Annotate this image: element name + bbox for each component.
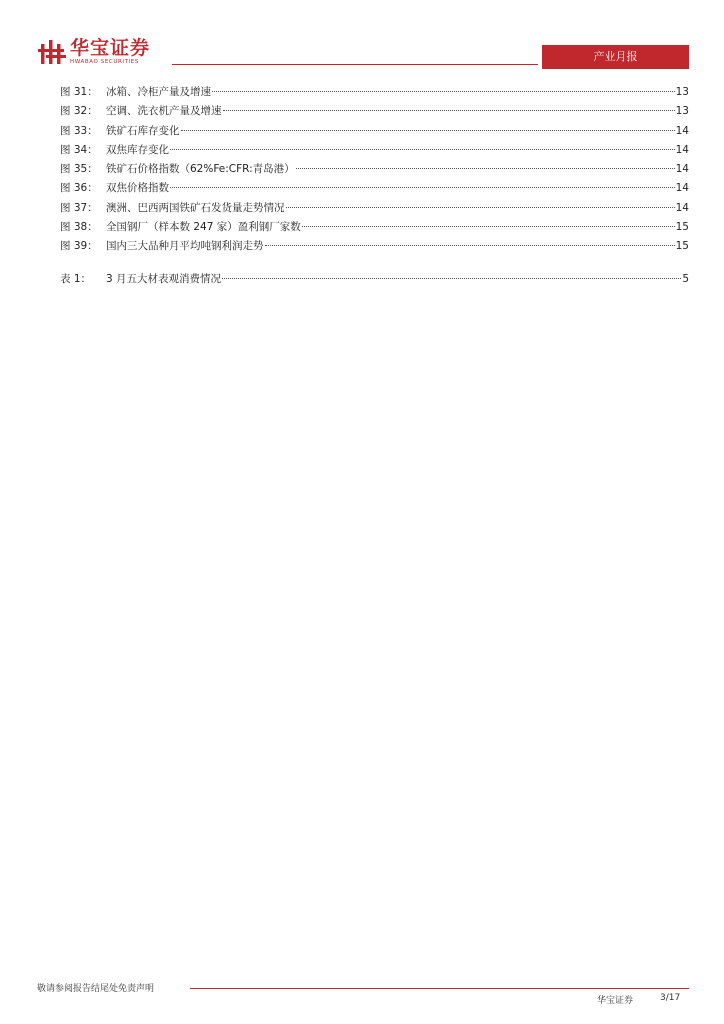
toc-entry-title: 空调、洗衣机产量及增速 xyxy=(106,105,222,118)
toc-entry-title: 3 月五大材表观消费情况 xyxy=(106,272,222,285)
toc-figure-entry[interactable] xyxy=(60,102,689,121)
toc-figure-entry[interactable] xyxy=(60,179,689,198)
toc-dot-leader xyxy=(223,110,675,111)
toc-entry-title: 国内三大品种月平均吨钢利润走势 xyxy=(106,240,264,253)
toc-dot-leader xyxy=(286,207,675,208)
report-type-tag: 产业月报 xyxy=(542,45,689,69)
hwabao-logo-icon xyxy=(38,38,66,66)
toc-entry-page: 13 xyxy=(675,86,689,98)
header-divider xyxy=(172,64,538,65)
toc-entry-label: 图 33： xyxy=(60,124,98,137)
toc-section-gap xyxy=(60,257,689,270)
toc-entry-page: 14 xyxy=(675,143,689,156)
toc-entry-label: 表 1： xyxy=(60,272,92,285)
toc-figure-entry[interactable] xyxy=(60,83,689,102)
toc-entry-label: 图 35： xyxy=(60,163,98,176)
toc-entry-title: 澳洲、巴西两国铁矿石发货量走势情况 xyxy=(106,201,285,214)
toc-entry-page: 14 xyxy=(675,201,689,214)
toc-dot-leader xyxy=(296,168,675,169)
toc-dot-leader xyxy=(170,187,675,188)
toc-entry-label: 图 34： xyxy=(60,143,98,156)
toc-entry-title: 铁矿石库存变化 xyxy=(106,124,180,137)
footer-divider xyxy=(190,988,689,989)
toc-entry-page: 15 xyxy=(675,221,689,234)
toc-entry-page: 14 xyxy=(675,163,689,176)
logo-chinese-name: 华宝证券 xyxy=(70,37,151,59)
toc-entry-page: 14 xyxy=(675,182,689,195)
company-logo xyxy=(38,38,150,68)
page-number: 3/17 xyxy=(660,993,681,1003)
logo-english-name: HWABAO SECURITIES xyxy=(70,59,139,65)
toc-dot-leader xyxy=(181,130,675,131)
toc-entry-label: 图 37： xyxy=(60,201,98,214)
footer-company: 华宝证券 xyxy=(597,996,634,1006)
table-of-figures xyxy=(60,83,689,289)
toc-dot-leader xyxy=(222,278,681,279)
toc-table-entry[interactable] xyxy=(60,270,689,289)
toc-entry-page: 15 xyxy=(675,240,689,253)
toc-dot-leader xyxy=(170,149,675,150)
toc-entry-title: 全国钢厂（样本数 247 家）盈利钢厂家数 xyxy=(106,221,301,234)
toc-entry-label: 图 39： xyxy=(60,240,98,253)
toc-entry-label: 图 31： xyxy=(60,86,98,98)
footer-disclaimer: 敬请参阅报告结尾处免责声明 xyxy=(37,984,155,994)
toc-figure-entry[interactable] xyxy=(60,122,689,141)
toc-entry-title: 双焦库存变化 xyxy=(106,143,169,156)
toc-entry-title: 铁矿石价格指数（62%Fe:CFR:青岛港） xyxy=(106,163,295,176)
toc-entry-label: 图 32： xyxy=(60,105,98,118)
toc-figure-entry[interactable] xyxy=(60,237,689,256)
toc-entry-label: 图 38： xyxy=(60,221,98,234)
toc-entry-title: 冰箱、冷柜产量及增速 xyxy=(106,86,211,98)
toc-entry-page: 5 xyxy=(682,272,689,285)
toc-entry-page: 14 xyxy=(675,124,689,137)
toc-figure-entry[interactable] xyxy=(60,141,689,160)
toc-dot-leader xyxy=(212,91,675,92)
toc-dot-leader xyxy=(265,245,675,246)
toc-entry-label: 图 36： xyxy=(60,182,98,195)
toc-figure-entry[interactable] xyxy=(60,160,689,179)
toc-entry-title: 双焦价格指数 xyxy=(106,182,169,195)
toc-entry-page: 13 xyxy=(675,105,689,118)
toc-dot-leader xyxy=(302,226,675,227)
toc-figure-entry[interactable] xyxy=(60,218,689,237)
toc-figure-entry[interactable] xyxy=(60,199,689,218)
